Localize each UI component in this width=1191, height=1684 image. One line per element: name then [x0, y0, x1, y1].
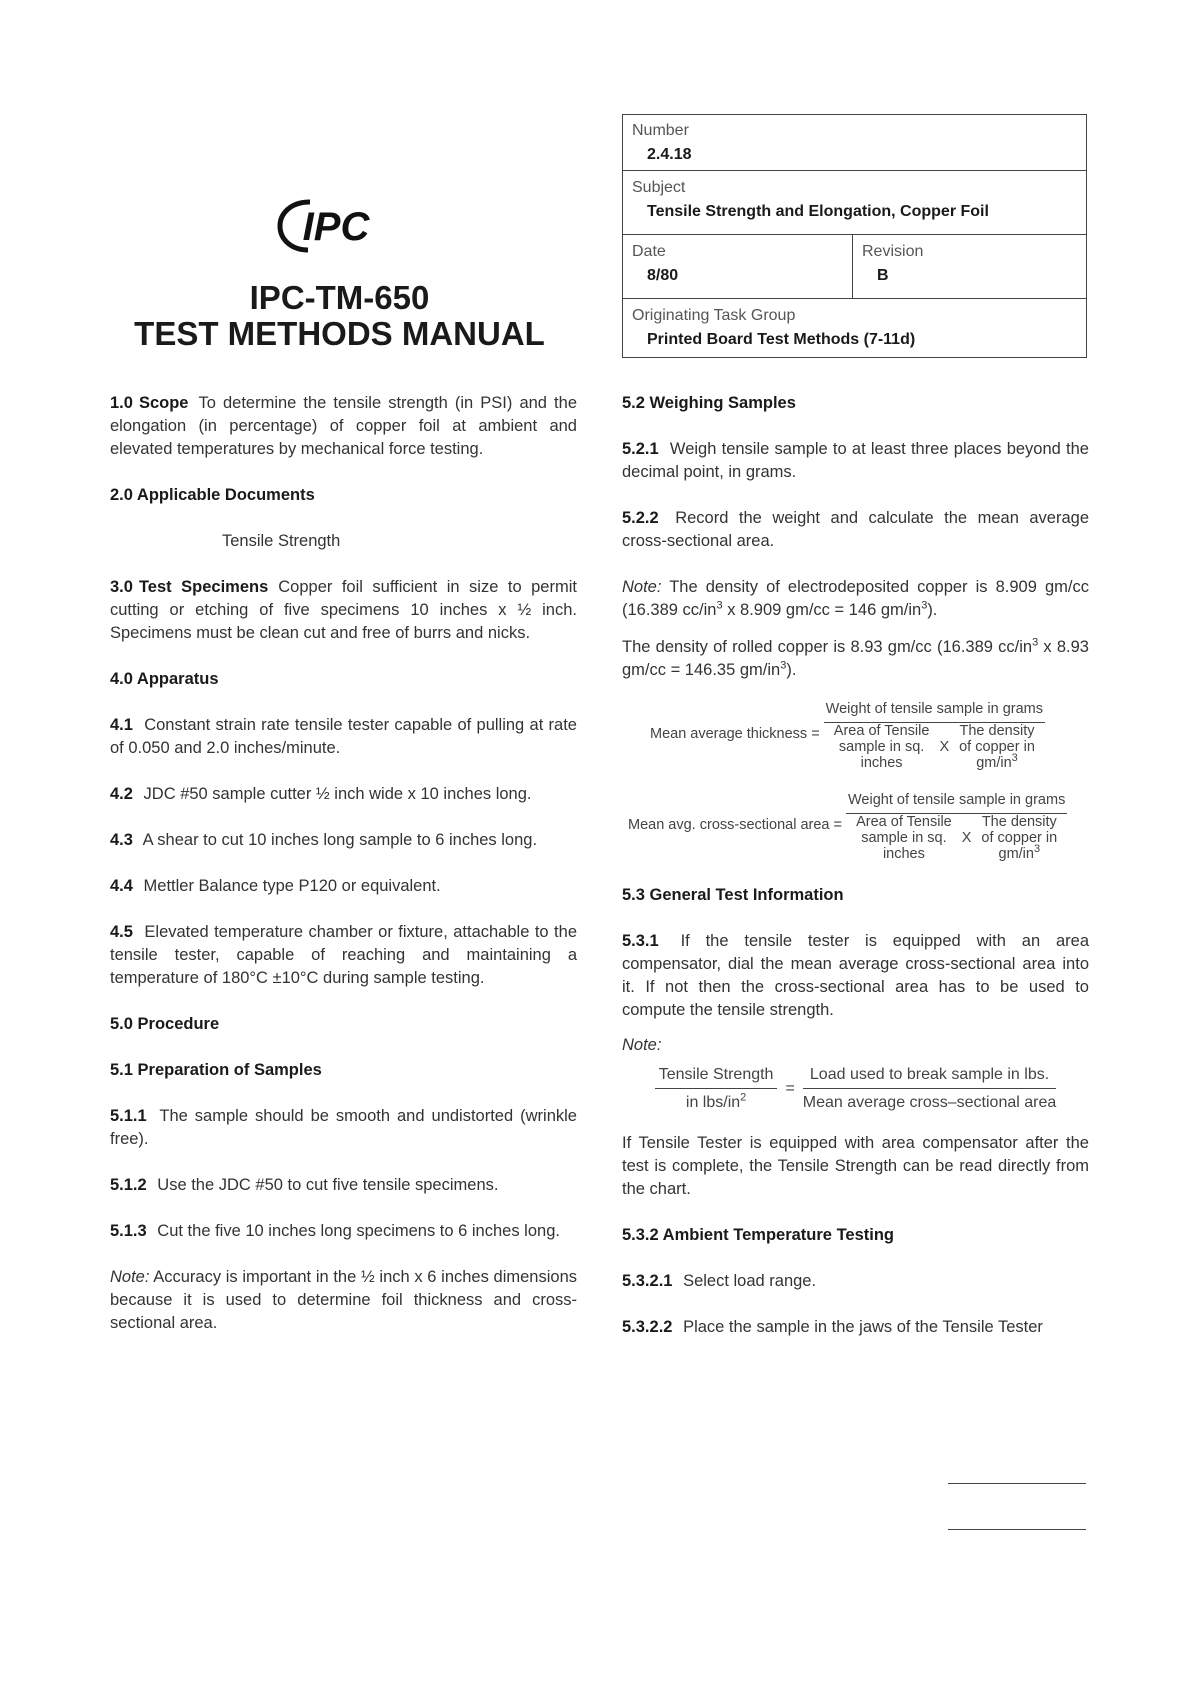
subject-cell [623, 172, 1086, 234]
formula-fraction [846, 789, 1067, 862]
section-5-2-2: 5.2.2 Record the weight and calculate the mean average cross-sectional area. [622, 509, 1089, 550]
document-info-box [622, 114, 1087, 358]
manual-title-line2: TEST METHODS MANUAL [134, 315, 545, 352]
section-1-scope: 1.0 Scope To determine the tensile strength (in PSI) and the elongation (in percentage) of copper foil at ambient and elevated temperatures by mechanical force testing. [110, 394, 577, 458]
section-5-2-heading: 5.2 Weighing Samples [622, 394, 796, 412]
formula-numerator: Weight of tensile sample in grams [846, 789, 1067, 814]
rolled-copper-density: The density of rolled copper is 8.93 gm/cc (16.389 $cc/in^3$ x 8.93 gm/cc = 146.35 $gm/in^3$). [622, 636, 1089, 679]
revision-label: Revision [862, 243, 924, 260]
formula-denominator: Area of Tensile sample in sq. inches X The density of copper in $gm/in^3$ [856, 814, 1058, 862]
footer-rule [948, 1483, 1086, 1484]
section-2-heading: 2.0 Applicable Documents [110, 486, 315, 504]
manual-title-line1: IPC-TM-650 [249, 279, 430, 316]
number-value: 2.4.18 [647, 146, 692, 163]
footer-rule [948, 1529, 1086, 1530]
ts-left-fraction: $\frac{\text{Tensile Strength}}{in lbs/in^2}$ [655, 1063, 778, 1114]
revision-cell [853, 236, 1086, 298]
section-5-1-1: 5.1.1 The sample should be smooth and undistorted (wrinkle free). [110, 1107, 577, 1148]
manual-title [112, 280, 567, 352]
ipc-logo [276, 196, 396, 254]
applicable-document: Tensile Strength [222, 532, 341, 550]
section-5-1-3: 5.1.3 Cut the five 10 inches long specimens to 6 inches long. [110, 1222, 560, 1240]
date-label: Date [632, 243, 666, 260]
section-4-3: 4.3 A shear to cut 10 inches long sample to 6 inches long. [110, 831, 538, 849]
section-4-4: 4.4 Mettler Balance type P120 or equivalent. [110, 877, 441, 895]
density-note: Note: The density of electrodeposited copper is 8.909 gm/cc (16.389 $cc/in^3$ x 8.909 gm/cc = 146 $gm/in^3$). [622, 578, 1089, 619]
left-column [110, 392, 577, 1358]
subject-value: Tensile Strength and Elongation, Copper Foil [647, 203, 989, 220]
ipc-logo-text: IPC [302, 205, 370, 249]
number-cell [623, 115, 1086, 177]
right-column [622, 392, 1089, 1362]
task-group-cell [623, 300, 1086, 358]
cross-section-formula [622, 789, 1089, 862]
formula-lhs: Mean avg. cross-sectional area = [628, 817, 842, 833]
compensator-note: If Tensile Tester is equipped with area compensator after the test is complete, the Tensile Strength can be read directly from the chart. [622, 1134, 1089, 1198]
section-5-3-2-heading: 5.3.2 Ambient Temperature Testing [622, 1226, 895, 1244]
section-4-5: 4.5 Elevated temperature chamber or fixture, attachable to the tensile tester, capable of reaching and maintaining a temperature of 180°C ±10°C during sample testing. [110, 923, 577, 987]
task-group-value: Printed Board Test Methods (7-11d) [647, 331, 916, 348]
date-cell [623, 236, 852, 298]
section-5-1-2: 5.1.2 Use the JDC #50 to cut five tensile specimens. [110, 1176, 499, 1194]
section-5-1-heading: 5.1 Preparation of Samples [110, 1061, 322, 1079]
tensile-strength-formula: $\frac{\text{Tensile Strength}}{in lbs/in^2}$ = $\frac{\text{Load used to break sample in lbs.}}{\text{Mean average cross–sectional area}}$ [622, 1063, 1089, 1114]
revision-value: B [877, 267, 889, 284]
section-3-specimens: 3.0 Test Specimens Copper foil sufficient in size to permit cutting or etching of five specimens 10 inches x ½ inch. Specimens must be clean cut and free of burrs and nicks. [110, 578, 577, 642]
section-5-3-heading: 5.3 General Test Information [622, 886, 844, 904]
formula-fraction [824, 698, 1045, 771]
formula-numerator: Weight of tensile sample in grams [824, 698, 1045, 723]
formula-denominator: Area of Tensile sample in sq. inches X The density of copper in $gm/in^3$ [833, 723, 1035, 771]
divider [623, 298, 1086, 299]
number-label: Number [632, 122, 689, 139]
divider [623, 170, 1086, 171]
section-5-3-1: 5.3.1 If the tensile tester is equipped with an area compensator, dial the mean average cross-sectional area into it. If not then the cross-sectional area has to be used to compute the tensile strength. [622, 932, 1089, 1019]
section-5-3-2-1: 5.3.2.1 Select load range. [622, 1272, 817, 1290]
task-group-label: Originating Task Group [632, 307, 796, 324]
note-label: Note: [622, 1036, 662, 1054]
section-5-2-1: 5.2.1 Weigh tensile sample to at least three places beyond the decimal point, in grams. [622, 440, 1089, 481]
formula-lhs: Mean average thickness = [650, 726, 820, 742]
ts-right-fraction: $\frac{\text{Load used to break sample in lbs.}}{\text{Mean average cross–sectional area}}$ [803, 1063, 1056, 1114]
section-5-heading: 5.0 Procedure [110, 1015, 220, 1033]
section-5-3-2-2: 5.3.2.2 Place the sample in the jaws of the Tensile Tester [622, 1318, 1043, 1336]
accuracy-note: Note: Accuracy is important in the ½ inch x 6 inches dimensions because it is used to determine foil thickness and cross-sectional area. [110, 1268, 577, 1332]
date-value: 8/80 [647, 267, 679, 284]
section-4-2: 4.2 JDC #50 sample cutter ½ inch wide x 10 inches long. [110, 785, 532, 803]
thickness-formula [622, 698, 1089, 771]
divider [623, 234, 1086, 235]
section-4-1: 4.1 Constant strain rate tensile tester capable of pulling at rate of 0.050 and 2.0 inches/minute. [110, 716, 577, 757]
subject-label: Subject [632, 179, 686, 196]
section-4-heading: 4.0 Apparatus [110, 670, 219, 688]
